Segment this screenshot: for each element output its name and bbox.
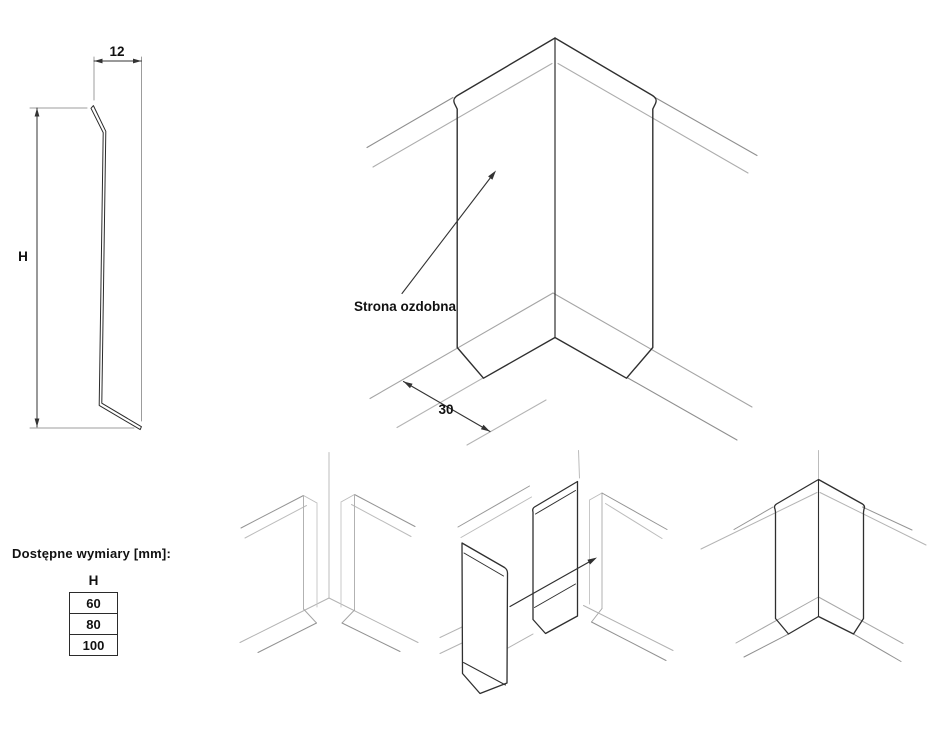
profile-cross-section (18, 44, 141, 430)
decorative-side-callout (354, 171, 496, 315)
table-row: 100 (69, 634, 118, 656)
step3-installed-piece (775, 480, 865, 635)
flange-dim-label: 30 (438, 402, 454, 417)
width-dim-label: 12 (109, 44, 125, 59)
profile-width-dimension (94, 59, 142, 64)
dimensions-caption: Dostępne wymiary [mm]: (12, 546, 171, 561)
height-dim-label: H (18, 249, 28, 264)
step2-piece-at-corner (533, 482, 578, 634)
corner-piece-isometric (354, 38, 757, 445)
profile-body (91, 106, 141, 430)
iso-corner-piece (454, 38, 656, 378)
profile-extension-lines (30, 57, 142, 428)
decorative-side-label: Strona ozdobna (354, 299, 456, 314)
install-step-insert (440, 451, 673, 694)
iso-flange-dimension (404, 382, 491, 432)
table-row: 80 (69, 613, 118, 635)
profile-height-dimension (35, 108, 40, 427)
iso-background-lines (367, 64, 757, 446)
table-row: 60 (69, 592, 118, 614)
install-step-installed (701, 451, 926, 662)
install-step-corner-empty (240, 453, 418, 653)
dimensions-table (69, 592, 118, 656)
step2-flat-piece (462, 543, 508, 694)
dimensions-column-header: H (88, 573, 99, 588)
